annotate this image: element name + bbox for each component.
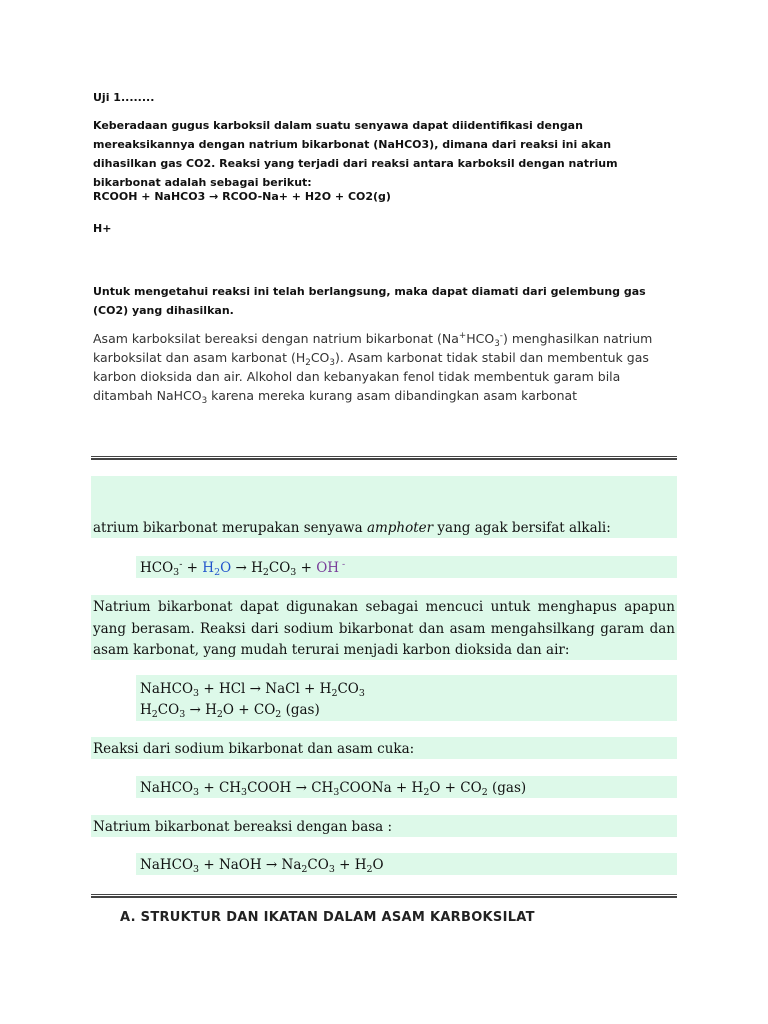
vinegar-paragraph: Reaksi dari sodium bikarbonat dan asam cuka: [93, 741, 415, 757]
equation-hcl: NaHCO$_3$ + HCl → NaCl + $H_2CO_3$ $H_2CO_3 \to H_2O + CO_2$ (gas) [140, 681, 365, 720]
equation-naoh: NaHCO$_3$ + NaOH → $Na_2CO_3 + H_2O$ [140, 857, 384, 875]
divider [91, 456, 677, 460]
catalyst-label: H+ [93, 222, 112, 235]
document-title: Uji 1........ [93, 91, 155, 104]
explanation-paragraph: Asam karboksilat bereaksi dengan natrium bikarbonat $(Na^+HCO_3^-)$ menghasilkan natrium karboksilat dan asam karbonat $(H_2CO_3)$. Asam karbonat tidak stabil dan membentuk gas karbon dioksida dan air. Alkohol dan kebanyakan fenol tidak membentuk garam bila ditambah NaHCO$_3$ karena mereka kurang asam dibandingkan asam karbonat [93, 331, 653, 406]
section-heading: A. STRUKTUR DAN IKATAN DALAM ASAM KARBOKSILAT [120, 910, 535, 925]
acid-reaction-paragraph: Natrium bikarbonat dapat digunakan sebagai mencuci untuk menghapus apapun yang berasam. Reaksi dari sodium bikarbonat dan asam mengahsilkang garam dan asam karbonat, yang mudah terurai menjadi karbon dioksida dan air: [93, 599, 675, 658]
divider [91, 894, 677, 898]
observation-paragraph: Untuk mengetahui reaksi ini telah berlangsung, maka dapat diamati dari gelembung gas (CO2) yang dihasilkan. [93, 285, 646, 317]
reaction-equation: RCOOH + NaHCO3 → RCOO-Na+ + H2O + CO2(g) [93, 190, 391, 203]
base-paragraph: Natrium bikarbonat bereaksi dengan basa : [93, 819, 393, 835]
equation-amphoter: $HCO_3^- + H_2O \to H_2CO_3$ + OH - [140, 559, 346, 578]
equation-acetic: NaHCO$_3$ + $CH_3COOH$ → $CH_3COONa + H_2O + CO_2$ (gas) [140, 780, 527, 798]
amphoter-paragraph: atrium bikarbonat merupakan senyawa amphoter yang agak bersifat alkali: [93, 520, 611, 536]
intro-paragraph: Keberadaan gugus karboksil dalam suatu senyawa dapat diidentifikasi dengan mereaksikannya dengan natrium bikarbonat (NaHCO3), dimana dari reaksi ini akan dihasilkan gas CO2. Reaksi yang terjadi dari reaksi antara karboksil dengan natrium bikarbonat adalah sebagai berikut: [93, 119, 618, 189]
